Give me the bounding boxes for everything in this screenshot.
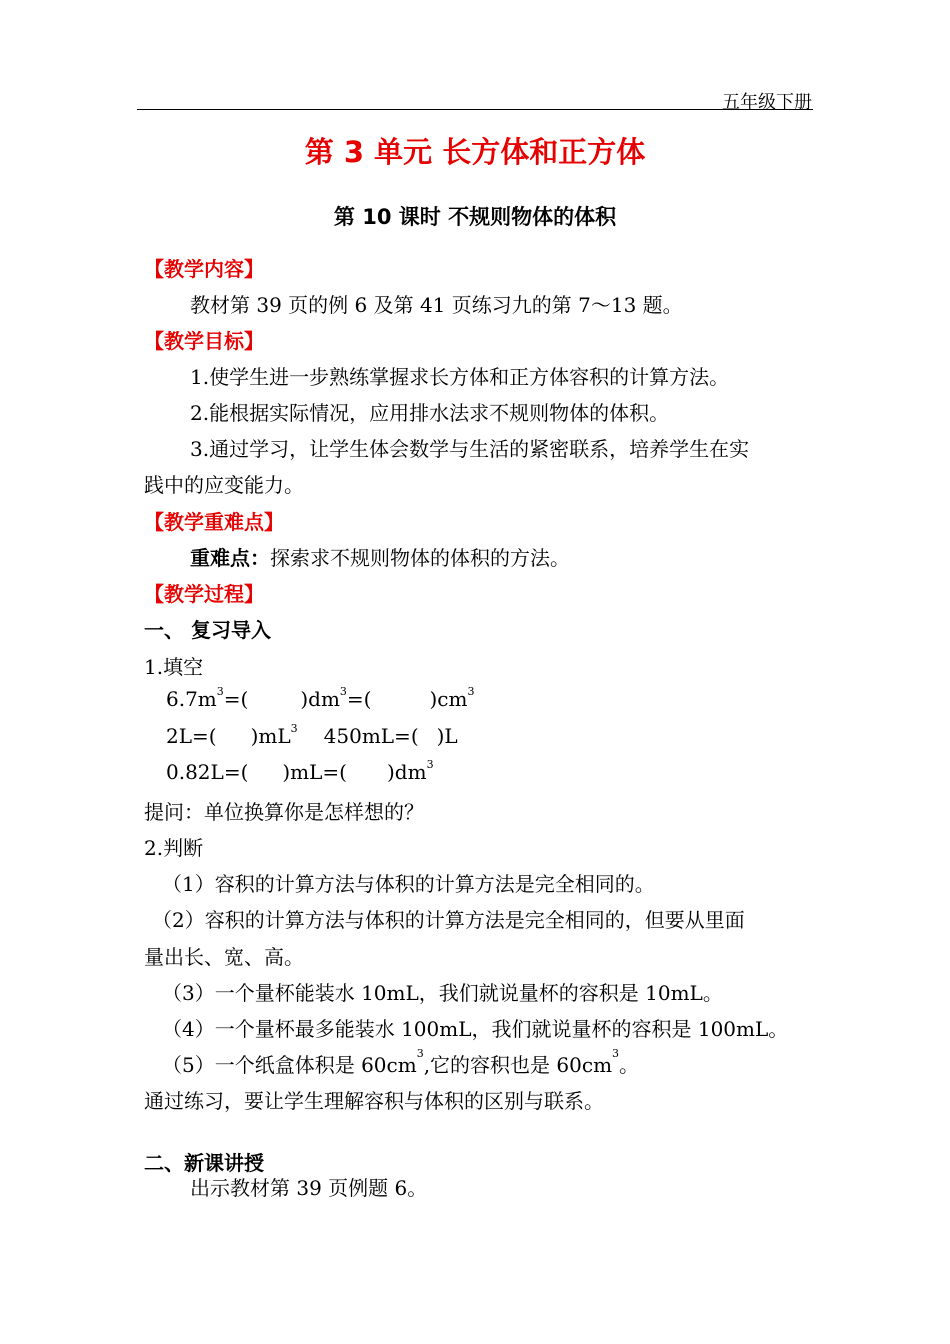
section-head-key: 【教学重难点】 bbox=[144, 510, 284, 534]
part1-title: 一、 复习导入 bbox=[144, 618, 271, 642]
content-text: 教材第 39 页的例 6 及第 41 页练习九的第 7～13 题。 bbox=[190, 293, 683, 317]
fill-title: 1.填空 bbox=[144, 655, 204, 679]
goal-3-line1: 3.通过学习，让学生体会数学与生活的紧密联系，培养学生在实 bbox=[190, 437, 750, 461]
unit-title: 第 3 单元 长方体和正方体 bbox=[304, 135, 646, 169]
judge-item-3: （3）一个量杯能装水 10mL，我们就说量杯的容积是 10mL。 bbox=[162, 981, 723, 1005]
part2-text: 出示教材第 39 页例题 6。 bbox=[190, 1176, 428, 1200]
grade-label: 五年级下册 bbox=[722, 92, 812, 113]
key-point-label: 重难点： bbox=[190, 546, 270, 570]
header-rule bbox=[137, 109, 813, 110]
section-head-goals: 【教学目标】 bbox=[144, 329, 264, 353]
judge-item-5: （5）一个纸盒体积是 $60cm^3$,它的容积也是 $60cm^3$。 bbox=[162, 1047, 640, 1077]
lesson-title: 第 10 课时 不规则物体的体积 bbox=[333, 205, 617, 229]
summary-line: 通过练习，要让学生理解容积与体积的区别与联系。 bbox=[144, 1089, 604, 1113]
judge-title: 2.判断 bbox=[144, 836, 204, 860]
judge-item-1: （1）容积的计算方法与体积的计算方法是完全相同的。 bbox=[162, 872, 655, 896]
fill-item-3: 0.82L=( )mL=( )$dm^3$ bbox=[166, 758, 434, 784]
section-head-process: 【教学过程】 bbox=[144, 582, 264, 606]
part2-title: 二、新课讲授 bbox=[144, 1151, 264, 1175]
judge-item-2-line1: （2）容积的计算方法与体积的计算方法是完全相同的，但要从里面 bbox=[152, 908, 745, 932]
judge-item-2-line2: 量出长、宽、高。 bbox=[144, 945, 304, 969]
goal-2: 2.能根据实际情况，应用排水法求不规则物体的体积。 bbox=[190, 401, 670, 425]
key-point-line bbox=[190, 542, 570, 571]
fill-item-1: $6.7m^3=$( )$dm^3=$( )$cm^3$ bbox=[166, 685, 475, 711]
question-line: 提问：单位换算你是怎样想的？ bbox=[144, 800, 424, 824]
goal-3-line2: 践中的应变能力。 bbox=[144, 473, 304, 497]
judge-item-4: （4）一个量杯最多能装水 100mL，我们就说量杯的容积是 100mL。 bbox=[162, 1017, 789, 1041]
fill-item-2: 2L=( )$mL^3$ 450mL=( )L bbox=[166, 722, 458, 748]
section-head-content: 【教学内容】 bbox=[144, 257, 264, 281]
key-point-text: 探索求不规则物体的体积的方法。 bbox=[270, 546, 570, 570]
goal-1: 1.使学生进一步熟练掌握求长方体和正方体容积的计算方法。 bbox=[190, 365, 730, 389]
